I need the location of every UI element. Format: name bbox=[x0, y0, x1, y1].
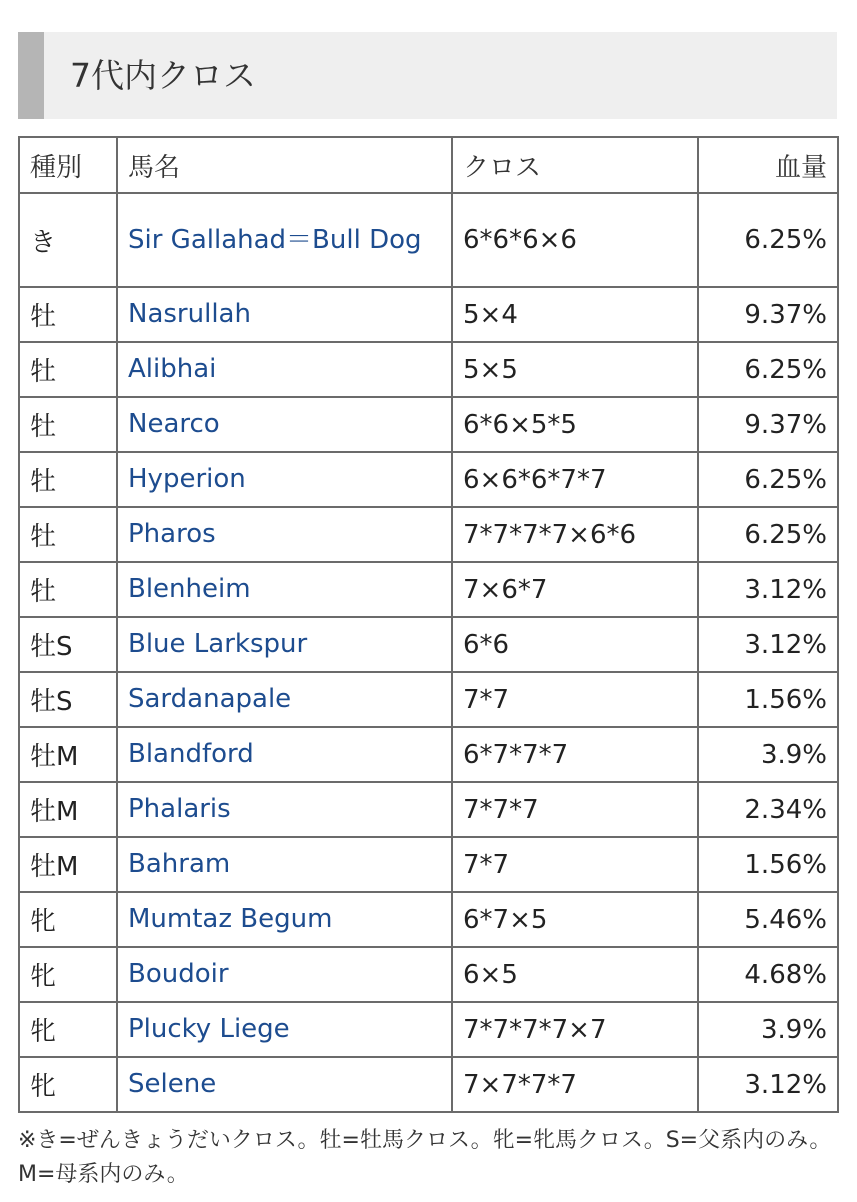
cell-blood: 3.12% bbox=[698, 617, 838, 672]
horse-name-link[interactable]: Nasrullah bbox=[128, 299, 251, 330]
cell-name bbox=[117, 507, 452, 562]
horse-name-link[interactable]: Hyperion bbox=[128, 464, 246, 495]
cell-cross: 7×6*7 bbox=[452, 562, 698, 617]
horse-name-link[interactable]: Bahram bbox=[128, 849, 231, 880]
cell-type: 牡 bbox=[19, 507, 117, 562]
cell-name bbox=[117, 947, 452, 1002]
cell-name bbox=[117, 892, 452, 947]
cell-type: 牝 bbox=[19, 1057, 117, 1112]
cell-blood: 2.34% bbox=[698, 782, 838, 837]
cell-cross: 7*7 bbox=[452, 672, 698, 727]
table-row bbox=[19, 782, 838, 837]
cell-blood: 6.25% bbox=[698, 507, 838, 562]
table-row bbox=[19, 397, 838, 452]
cell-blood: 1.56% bbox=[698, 837, 838, 892]
cell-cross: 5×4 bbox=[452, 287, 698, 342]
table-row bbox=[19, 727, 838, 782]
cross-table bbox=[18, 136, 839, 1113]
table-body bbox=[19, 193, 838, 1112]
table-row bbox=[19, 507, 838, 562]
header-type: 種別 bbox=[19, 137, 117, 193]
horse-name-link[interactable]: Nearco bbox=[128, 409, 220, 440]
cell-name bbox=[117, 837, 452, 892]
horse-name-link[interactable]: Mumtaz Begum bbox=[128, 904, 333, 935]
table-row bbox=[19, 562, 838, 617]
cell-blood: 6.25% bbox=[698, 452, 838, 507]
horse-name-link[interactable]: Sir Gallahad＝Bull Dog bbox=[128, 224, 422, 255]
cell-blood: 9.37% bbox=[698, 397, 838, 452]
cell-cross: 6×5 bbox=[452, 947, 698, 1002]
cell-type: 牡 bbox=[19, 287, 117, 342]
cell-type: 牡 bbox=[19, 342, 117, 397]
cell-type: 牝 bbox=[19, 947, 117, 1002]
cell-type: 牡M bbox=[19, 837, 117, 892]
cell-cross: 7*7*7*7×7 bbox=[452, 1002, 698, 1057]
section-header bbox=[18, 32, 837, 119]
cell-type: 牡M bbox=[19, 727, 117, 782]
cell-name bbox=[117, 342, 452, 397]
table-row bbox=[19, 1002, 838, 1057]
cell-name bbox=[117, 727, 452, 782]
horse-name-link[interactable]: Boudoir bbox=[128, 959, 229, 990]
table-row bbox=[19, 617, 838, 672]
cell-type: 牡S bbox=[19, 617, 117, 672]
cell-cross: 7*7*7 bbox=[452, 782, 698, 837]
cell-cross: 6*7*7*7 bbox=[452, 727, 698, 782]
cell-blood: 1.56% bbox=[698, 672, 838, 727]
cell-type: 牡 bbox=[19, 562, 117, 617]
cell-name bbox=[117, 1002, 452, 1057]
cell-name bbox=[117, 782, 452, 837]
cell-cross: 7*7*7*7×6*6 bbox=[452, 507, 698, 562]
horse-name-link[interactable]: Plucky Liege bbox=[128, 1014, 290, 1045]
horse-name-link[interactable]: Alibhai bbox=[128, 354, 217, 385]
horse-name-link[interactable]: Sardanapale bbox=[128, 684, 292, 715]
cell-cross: 7×7*7*7 bbox=[452, 1057, 698, 1112]
table-row bbox=[19, 1057, 838, 1112]
cell-blood: 4.68% bbox=[698, 947, 838, 1002]
header-blood: 血量 bbox=[698, 137, 838, 193]
horse-name-link[interactable]: Blue Larkspur bbox=[128, 629, 308, 660]
cell-name bbox=[117, 617, 452, 672]
cell-cross: 6*6×5*5 bbox=[452, 397, 698, 452]
cell-cross: 6*6 bbox=[452, 617, 698, 672]
cell-name bbox=[117, 562, 452, 617]
cell-cross: 7*7 bbox=[452, 837, 698, 892]
horse-name-link[interactable]: Blenheim bbox=[128, 574, 251, 605]
cell-blood: 9.37% bbox=[698, 287, 838, 342]
cell-type: 牡M bbox=[19, 782, 117, 837]
horse-name-link[interactable]: Blandford bbox=[128, 739, 254, 770]
horse-name-link[interactable]: Pharos bbox=[128, 519, 216, 550]
footnote: ※き=ぜんきょうだいクロス。牡=牡馬クロス。牝=牝馬クロス。S=父系内のみ。M=母系内のみ。 bbox=[18, 1128, 832, 1187]
cell-name bbox=[117, 397, 452, 452]
cell-blood: 5.46% bbox=[698, 892, 838, 947]
cell-cross: 5×5 bbox=[452, 342, 698, 397]
table-header-row bbox=[19, 137, 838, 193]
cell-type: 牡 bbox=[19, 452, 117, 507]
section-title: 7代内クロス bbox=[70, 56, 256, 95]
header-name: 馬名 bbox=[117, 137, 452, 193]
cell-cross: 6×6*6*7*7 bbox=[452, 452, 698, 507]
cell-name bbox=[117, 452, 452, 507]
cell-type: き bbox=[19, 193, 117, 287]
cell-name bbox=[117, 287, 452, 342]
cell-blood: 6.25% bbox=[698, 342, 838, 397]
cell-type: 牡 bbox=[19, 397, 117, 452]
cell-name bbox=[117, 672, 452, 727]
cell-name bbox=[117, 193, 452, 287]
table-row bbox=[19, 672, 838, 727]
table-row bbox=[19, 837, 838, 892]
cell-cross: 6*7×5 bbox=[452, 892, 698, 947]
cell-type: 牝 bbox=[19, 1002, 117, 1057]
table-row bbox=[19, 287, 838, 342]
table-row bbox=[19, 892, 838, 947]
cell-blood: 3.9% bbox=[698, 1002, 838, 1057]
table-row bbox=[19, 193, 838, 287]
horse-name-link[interactable]: Phalaris bbox=[128, 794, 231, 825]
horse-name-link[interactable]: Selene bbox=[128, 1069, 217, 1100]
header-cross: クロス bbox=[452, 137, 698, 193]
table-row bbox=[19, 947, 838, 1002]
cell-cross: 6*6*6×6 bbox=[452, 193, 698, 287]
cell-blood: 3.12% bbox=[698, 562, 838, 617]
cell-type: 牡S bbox=[19, 672, 117, 727]
table-row bbox=[19, 342, 838, 397]
cell-type: 牝 bbox=[19, 892, 117, 947]
table-row bbox=[19, 452, 838, 507]
cell-blood: 6.25% bbox=[698, 193, 838, 287]
cell-blood: 3.12% bbox=[698, 1057, 838, 1112]
cell-name bbox=[117, 1057, 452, 1112]
cell-blood: 3.9% bbox=[698, 727, 838, 782]
